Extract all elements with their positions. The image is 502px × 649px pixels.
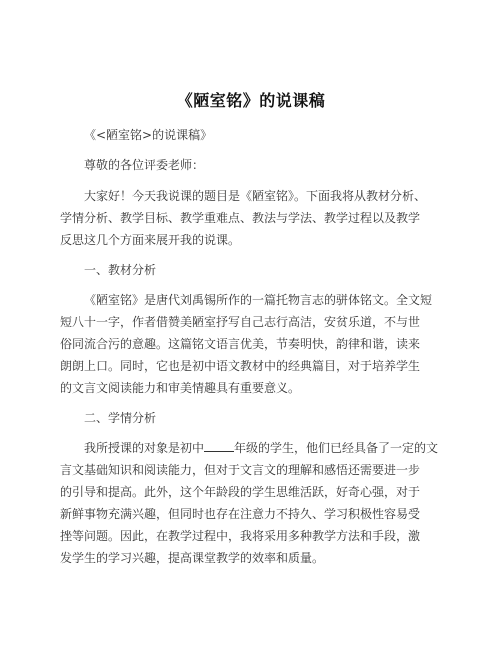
intro-line-2: 学情分析、教学目标、教学重难点、教法与学法、教学过程以及教学 [60, 211, 421, 225]
section2-line-1-before: 我所授课的对象是初中 [84, 441, 205, 455]
section2-line-6: 发学生的学习兴趣，提高课堂教学的效率和质量。 [60, 551, 325, 565]
section-heading-teaching-material: 一、教材分析 [84, 263, 157, 277]
section2-line-3: 的引导和提高。此外，这个年龄段的学生思维活跃，好奇心强，对于 [60, 485, 421, 499]
greeting: 尊敬的各位评委老师： [84, 158, 205, 172]
intro-line-3: 反思这几个方面来展开我的说课。 [60, 233, 241, 247]
section2-line-5: 挫等问题。因此，在教学过程中，我将采用多种教学方法和手段，激 [60, 529, 421, 543]
section2-line-1-after: 年级的学生，他们已经具备了一定的文 [234, 441, 439, 455]
section2-line-2: 言文基础知识和阅读能力，但对于文言文的理解和感悟还需要进一步 [60, 463, 421, 477]
page-title: 《陋室铭》的说课稿 [176, 91, 326, 110]
section2-line-1 [84, 440, 450, 456]
section-heading-student-analysis: 二、学情分析 [84, 411, 157, 425]
section1-line-3: 俗同流合污的意趣。这篇铭文语言优美，节奏明快，韵律和谐，读来 [60, 337, 421, 351]
section1-line-5: 的文言文阅读能力和审美情趣具有重要意义。 [60, 381, 301, 395]
intro-line-1: 大家好！今天我说课的题目是《陋室铭》。下面我将从教材分析、 [84, 189, 427, 203]
section1-line-4: 朗朗上口。同时，它也是初中语文教材中的经典篇目，对于培养学生 [60, 359, 421, 373]
section1-line-1: 《陋室铭》是唐代刘禹锡所作的一篇托物言志的骈体铭文。全文短 [84, 293, 433, 307]
subtitle: 《<陋室铭>的说课稿》 [84, 128, 213, 142]
section1-line-2: 短八十一字，作者借赞美陋室抒写自己志行高洁，安贫乐道，不与世 [60, 315, 421, 329]
section2-line-4: 新鲜事物充满兴趣，但同时也存在注意力不持久、学习积极性容易受 [60, 507, 421, 521]
grade-blank [204, 440, 234, 452]
